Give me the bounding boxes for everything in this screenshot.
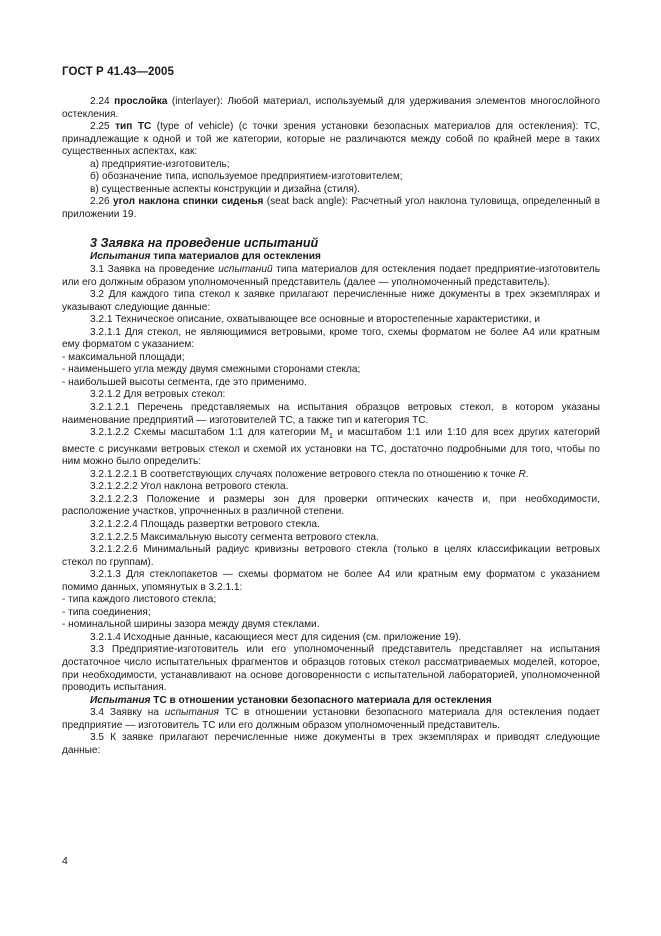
para-3-2-1-3: 3.2.1.3 Для стеклопакетов — схемы форматом не более А4 или кратным ему форматом с указанием помимо данных, упомянутых в 3.2.1.1:	[62, 569, 600, 593]
para-text: ТС в отношении установки безопасного материала для остекления подает предприятие — изготовитель ТС или его должным образом уполномоченный представитель.	[62, 707, 600, 731]
list-item: б) обозначение типа, используемое предприятием-изготовителем;	[90, 171, 403, 183]
para-3-2-1-2-2-4: 3.2.1.2.2.4 Площадь развертки ветрового стекла.	[90, 518, 320, 530]
para-3-2-1-2-1: 3.2.1.2.1 Перечень представляемых на испытания образцов ветровых стекол, в котором указаны наименование предприятий — изготовителей ТС, а также тип и категория ТС.	[62, 402, 600, 426]
para-text: 3.2.1.2.2.1 В соответствующих случаях положение ветрового стекла по отношению к точке	[90, 468, 519, 480]
para-text: и масштабом 1:1 или 1:10 для всех других категорий вместе с рисунками ветровых стекол и схемой их установки на ТС, достаточно подробными для того, чтобы по ним можно было определить:	[62, 427, 600, 468]
subsection-title-italic: Испытания	[90, 694, 151, 706]
def-number: 2.25	[90, 121, 116, 133]
para-text: 3.2.1.2.2 Схемы масштабом 1:1 для категории М	[90, 427, 329, 439]
def-2-26	[62, 196, 600, 221]
document-header: ГОСТ Р 41.43—2005	[62, 66, 174, 78]
def-term: угол наклона спинки сиденья	[113, 196, 264, 208]
para-3-2-1: 3.2.1 Техническое описание, охватывающее все основные и второстепенные характеристики, и	[90, 314, 540, 326]
para-italic: испытаний	[218, 264, 273, 276]
def-term: прослойка	[114, 96, 168, 107]
para-3-2-1-2-2	[62, 427, 600, 469]
def-text: (interlayer): Любой материал, используемый для удерживания элементов многослойного остекления.	[62, 96, 600, 120]
subsection-title-italic: Испытания	[90, 251, 151, 263]
para-text: .	[525, 468, 529, 480]
list-item: - номинальной ширины зазора между двумя стеклами.	[62, 619, 320, 631]
para-italic: испытания	[164, 707, 219, 719]
para-3-2-1-2-2-3: 3.2.1.2.2.3 Положение и размеры зон для проверки оптических качеств и, при необходимости, расположение участков, упрочненных в различной степени.	[62, 493, 600, 518]
para-3-5: 3.5 К заявке прилагают перечисленные ниже документы в трех экземплярах и приводят следующие данные:	[62, 732, 600, 756]
para-3-2-1-2-2-5: 3.2.1.2.2.5 Максимальную высоту сегмента ветрового стекла.	[90, 531, 379, 543]
def-number: 2.26	[90, 196, 113, 208]
def-term: тип ТС	[115, 121, 152, 133]
para-3-2-1-1: 3.2.1.1 Для стекол, не являющимися ветровыми, кроме того, схемы форматом не более А4 или кратным ему форматом с указанием:	[62, 326, 600, 351]
section-title: 3 Заявка на проведение испытаний	[90, 236, 319, 251]
subsection-title-rest: ТС в отношении установки безопасного материала для остекления	[150, 694, 492, 706]
list-item: в) существенные аспекты конструкции и дизайна (стиля).	[90, 183, 360, 195]
para-3-2-1-2-2-2: 3.2.1.2.2.2 Угол наклона ветрового стекла.	[90, 481, 289, 493]
subsection-title	[62, 251, 600, 264]
para-italic: R	[518, 468, 526, 480]
para-3-2-1-4: 3.2.1.4 Исходные данные, касающиеся мест для сидения (см. приложение 19).	[90, 631, 462, 643]
para-3-2-1-2: 3.2.1.2 Для ветровых стекол:	[90, 389, 226, 401]
list-item: - типа соединения;	[62, 606, 151, 618]
para-3-2-1-2-2-6: 3.2.1.2.2.6 Минимальный радиус кривизны ветрового стекла (только в целях классификации ветровых стекол по группам).	[62, 544, 600, 568]
subsection-title	[62, 695, 600, 708]
para-text: 3.4 Заявку на	[90, 707, 165, 719]
list-item: - типа каждого листового стекла;	[62, 594, 217, 606]
page-body	[62, 96, 600, 757]
def-2-24	[62, 96, 600, 121]
para-3-2-1-2-2-1	[62, 469, 600, 482]
subsection-title-rest: типа материалов для остекления	[150, 251, 321, 263]
def-2-25	[62, 121, 600, 159]
para-text: типа материалов для остекления подает предприятие-изготовитель или его должным образом уполномоченный представитель (далее — уполномоченный представитель).	[62, 264, 601, 288]
subscript: 1	[328, 433, 333, 441]
list-item: а) предприятие-изготовитель;	[90, 158, 230, 170]
list-item: - наибольшей высоты сегмента, где это применимо.	[62, 376, 307, 388]
page-number: 4	[62, 855, 68, 867]
para-text: 3.1 Заявка на проведение	[90, 264, 219, 276]
def-text: (seat back angle): Расчетный угол наклона туловища, определенный в приложении 19.	[62, 196, 601, 220]
para-3-2: 3.2 Для каждого типа стекол к заявке прилагают перечисленные ниже документы в трех экземплярах и указывают следующие данные:	[62, 289, 600, 313]
para-3-1	[62, 264, 600, 289]
para-3-3: 3.3 Предприятие-изготовитель или его уполномоченный представитель представляет на испытания достаточное число испытательных фрагментов и образцов готовых стекол рассматриваемых моделей, которое, при необходимости, устанавливают на основе договоренности с испытательной лабораторией, уполномоченной проводить испытания.	[62, 644, 600, 694]
list-item: - наименьшего угла между двумя смежными сторонами стекла;	[62, 364, 361, 376]
list-item: - максимальной площади;	[62, 351, 185, 363]
def-text: (type of vehicle) (с точки зрения установки безопасных материалов для остекления): ТС, принадлежащие к одной и той же категории, которые не различаются между собой по крайней мере в таких существенных аспектах, как:	[62, 121, 600, 158]
def-number: 2.24	[90, 96, 115, 107]
para-3-4	[62, 707, 600, 732]
